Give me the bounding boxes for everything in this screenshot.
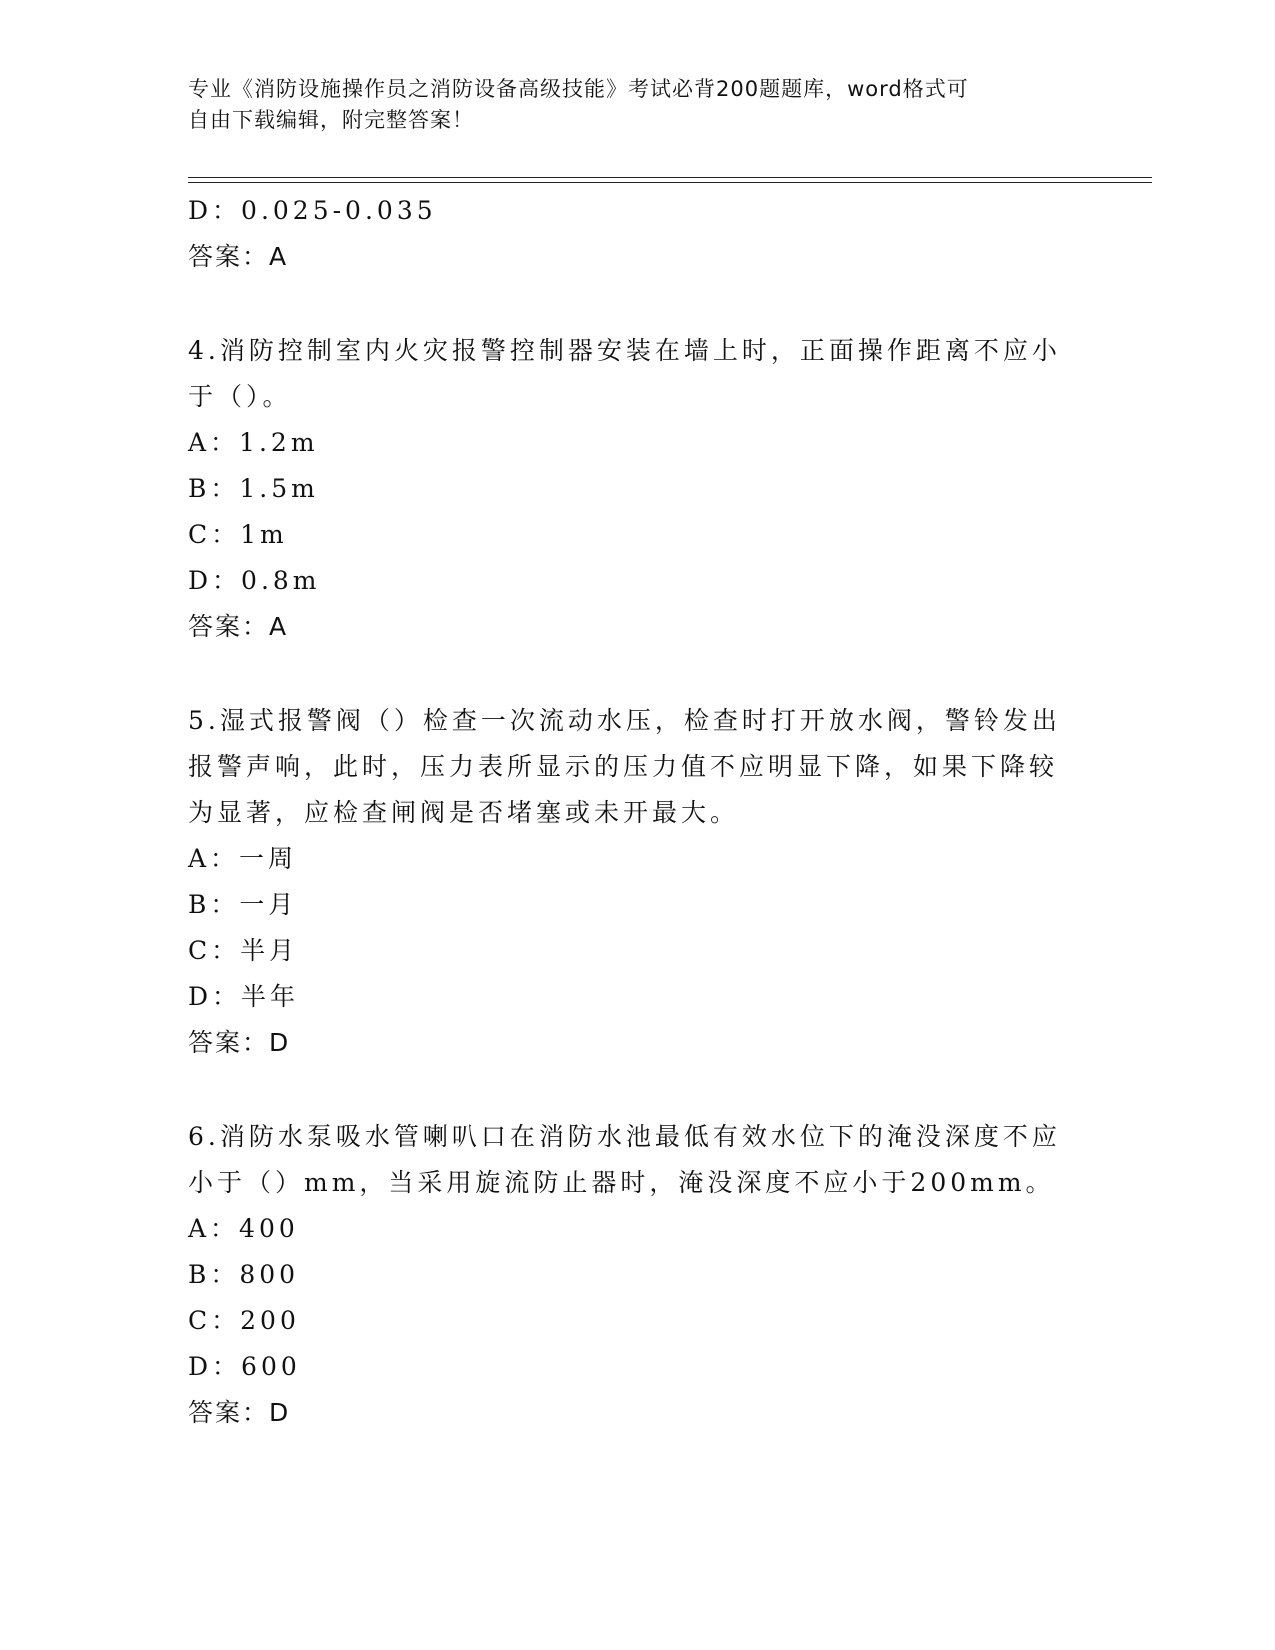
option-b: B：800: [188, 1260, 300, 1289]
question-6: [188, 1114, 1088, 1436]
question-text-line: 5.湿式报警阀（）检查一次流动水压，检查时打开放水阀，警铃发出: [188, 706, 1061, 735]
option-b: B：一月: [188, 890, 298, 919]
answer-line: 答案：A: [188, 242, 289, 271]
question-text-line: 于（）。: [188, 382, 292, 411]
question-text-line: 为显著，应检查闸阀是否堵塞或未开最大。: [188, 798, 740, 827]
question-text-line: 6.消防水泵吸水管喇叭口在消防水池最低有效水位下的淹没深度不应: [188, 1122, 1061, 1151]
answer-line: 答案：D: [188, 1028, 291, 1057]
header-line-1: 专业《消防设施操作员之消防设备高级技能》考试必背200题题库，word格式可: [188, 77, 969, 101]
document-body: [188, 188, 1088, 1436]
option-a: A：一周: [188, 844, 298, 873]
header-divider-top: [188, 177, 1152, 178]
header-line-2: 自由下载编辑，附完整答案！: [188, 108, 474, 132]
option-d: D：600: [188, 1352, 301, 1381]
option-d: D：半年: [188, 982, 300, 1011]
answer-line: 答案：D: [188, 1398, 291, 1427]
option-c: C：半月: [188, 936, 299, 965]
document-header: [188, 74, 1068, 136]
header-divider-bottom: [188, 182, 1152, 183]
option-c: C：200: [188, 1306, 300, 1335]
option-b: B：1.5m: [188, 474, 319, 503]
question-text-line: 小于（）mm，当采用旋流防止器时，淹没深度不应小于200mm。: [188, 1168, 1055, 1197]
answer-line: 答案：A: [188, 612, 289, 641]
option-a: A：400: [188, 1214, 299, 1243]
question-4: [188, 328, 1088, 650]
option-d: D：0.8m: [188, 566, 321, 595]
question-text-line: 报警声响，此时，压力表所显示的压力值不应明显下降，如果下降较: [188, 752, 1059, 781]
question-text-line: 4.消防控制室内火灾报警控制器安装在墙上时，正面操作距离不应小: [188, 336, 1061, 365]
option-c: C：1m: [188, 520, 288, 549]
question-5: [188, 698, 1088, 1066]
option-d: D：0.025-0.035: [188, 196, 437, 225]
option-a: A：1.2m: [188, 428, 319, 457]
